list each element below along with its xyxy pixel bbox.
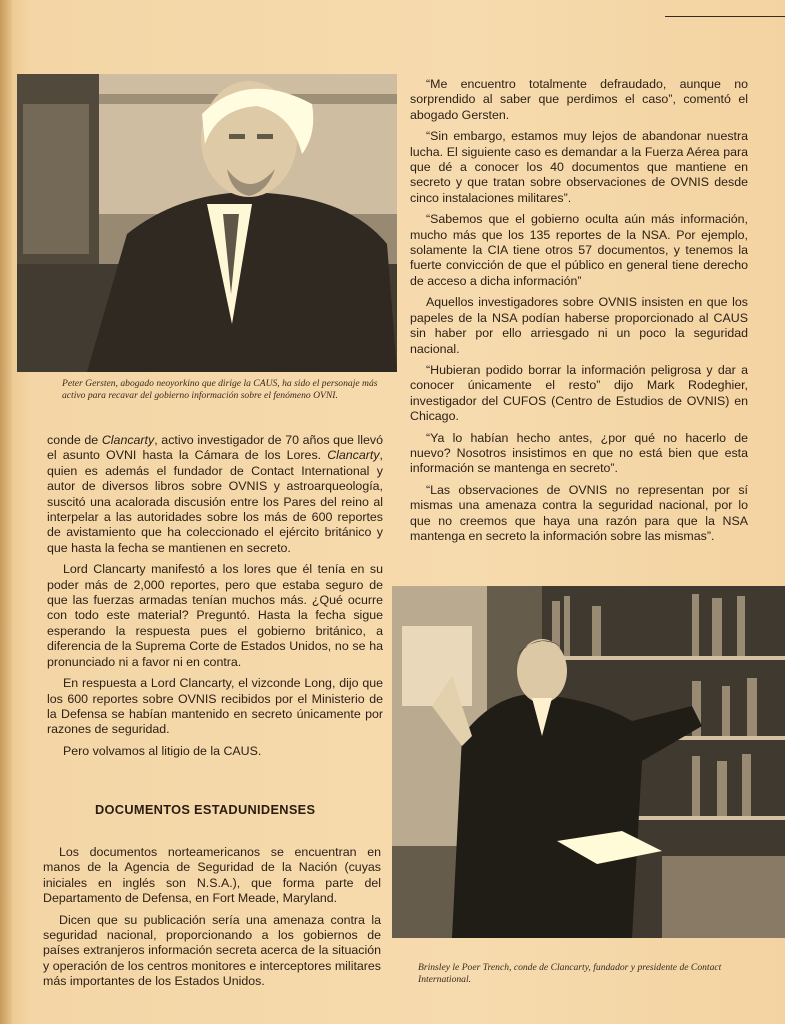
paragraph: Aquellos investigadores sobre OVNIS insisten en que los papeles de la NSA podían haberse proporcionado al CAUS sin haber por ello arriesgado ni un poco la seguridad nacional. bbox=[410, 295, 748, 356]
top-rule bbox=[665, 16, 785, 17]
photo-clancarty-caption: Brinsley le Poer Trench, conde de Clancarty, fundador y presidente de Contact International. bbox=[418, 962, 722, 985]
photo-clancarty-image bbox=[392, 586, 785, 938]
paragraph: “Sin embargo, estamos muy lejos de abandonar nuestra lucha. El siguiente caso es demandar a la Fuerza Aérea para que dé a conocer los 40 documentos que mantiene en secreto y que tratan sobre observaciones de OVNIS desde cinco instalaciones militares”. bbox=[410, 129, 748, 205]
left-column-lower bbox=[43, 845, 381, 996]
paragraph: “Ya lo habían hecho antes, ¿por qué no hacerlo de nuevo? Nosotros insistimos en que no está bien que esta información se mantenga en secreto”. bbox=[410, 430, 748, 476]
paragraph: Pero volvamos al litigio de la CAUS. bbox=[63, 743, 262, 758]
paragraph: Lord Clancarty manifestó a los lores que él tenía en su poder más de 2,000 reportes, pero que estaba seguro de que las fuerzas armadas tenían muchos más. ¿Qué ocurre con todo este material? Preguntó. Hasta la fecha sigue esperando la respuesta pues el gobierno británico, a diferencia de la Suprema Corte de Estados Unidos, no se ha pronunciado ni a favor ni en contra. bbox=[47, 562, 383, 669]
photo-gersten-caption: Peter Gersten, abogado neoyorkino que dirige la CAUS, ha sido el personaje más activo para recavar del gobierno información sobre el fenómeno OVNI. bbox=[62, 378, 378, 401]
person-name: Clancarty bbox=[327, 448, 380, 463]
paragraph: Los documentos norteamericanos se encuentran en manos de la Agencia de Seguridad de la Nación (cuyas iniciales en inglés son N.S.A.), que forma parte del Departamento de Defensa, en Fort Meade, Maryland. bbox=[43, 845, 381, 906]
photo-gersten-image bbox=[17, 74, 397, 372]
paragraph: Dicen que su publicación sería una amenaza contra la seguridad nacional, proporcionando a los gobiernos de países extranjeros información secreta acerca de la situación y operación de los centros monitores e interceptores militares más importantes de los Estados Unidos. bbox=[43, 912, 381, 989]
paragraph bbox=[47, 433, 383, 556]
page-spine bbox=[0, 0, 12, 1024]
section-heading: DOCUMENTOS ESTADUNIDENSES bbox=[95, 802, 316, 817]
photo-clancarty bbox=[392, 586, 785, 938]
left-column bbox=[47, 433, 383, 765]
paragraph: “Me encuentro totalmente defraudado, aunque no sorprendido al saber que perdimos el caso”, comentó el abogado Gersten. bbox=[410, 77, 748, 122]
paragraph: “Sabemos que el gobierno oculta aún más información, mucho más que los 135 reportes de la NSA. Por ejemplo, solamente la CIA tiene otros 57 documentos, y tenemos la fuerte convicción de que el público en general tiene derecho de acceso a dicha información” bbox=[410, 212, 748, 288]
text-run: , activo investigador de 70 años que llevó el asunto OVNI hasta la Cámara de los Lores. bbox=[47, 433, 383, 463]
person-name: Clancarty bbox=[101, 433, 155, 447]
text-run: conde de bbox=[47, 433, 102, 447]
paragraph: “Hubieran podido borrar la información peligrosa y dar a conocer únicamente el resto” dijo Mark Rodeghier, investigador del CUFOS (Centro de Estudios de OVNIS) en Chicago. bbox=[410, 362, 748, 424]
photo-gersten bbox=[17, 74, 397, 372]
paragraph: “Las observaciones de OVNIS no representan por sí mismas una amenaza contra la seguridad nacional, por lo que no creemos que haya una razón para que la NSA mantenga en secreto la información sobre las mismas”. bbox=[410, 482, 748, 543]
right-column bbox=[410, 77, 748, 550]
paragraph: En respuesta a Lord Clancarty, el vizconde Long, dijo que los 600 reportes sobre OVNIS recibidos por el Ministerio de la Defensa se habían mantenido en secreto únicamente por razones de seguridad. bbox=[47, 676, 383, 737]
text-run: , quien es además el fundador de Contact International y autor de diversos libros sobre OVNIS y astroarqueología, suscitó una acalorada discusión entre los Pares del reino al interpelar a las autoridades sobre los más de 600 reportes de avistamiento que ha coleccionado el ejército británico y que hasta la fecha se mantienen en secreto. bbox=[47, 448, 383, 555]
